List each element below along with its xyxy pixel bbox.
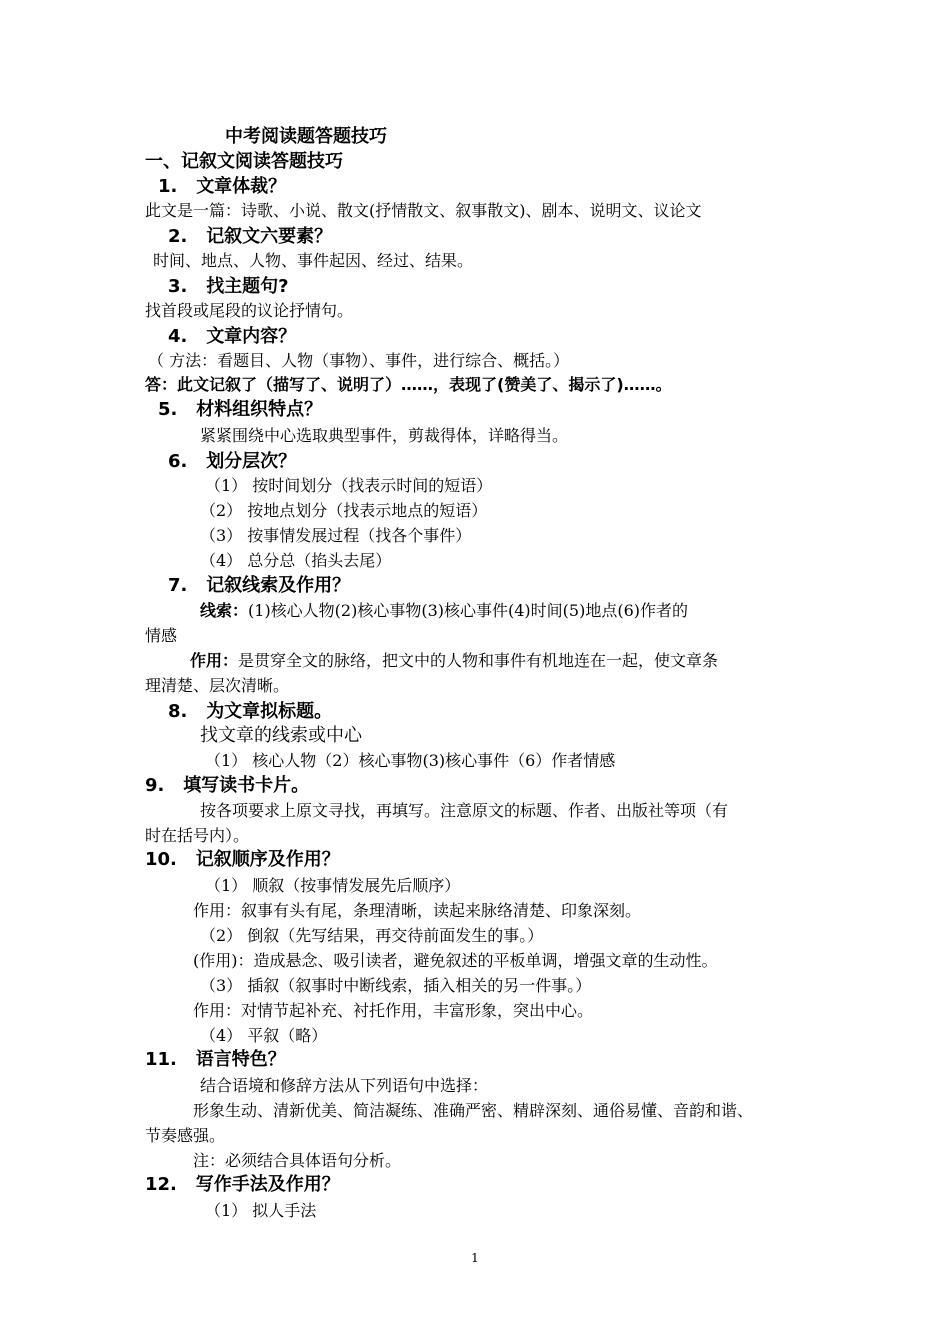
effect-continued: 理清楚、层次清晰。 <box>145 676 290 695</box>
item-text-continued: 时在括号内）。 <box>145 826 250 845</box>
item-list: 形象生动、清新优美、简洁凝练、准确严密、精辟深刻、通俗易懂、音韵和谐、 <box>193 1101 754 1120</box>
list-item: （2） 按地点划分（找表示地点的短语） <box>200 501 488 520</box>
list-item: （1） 拟人手法 <box>205 1201 317 1220</box>
list-item: （2） 倒叙（先写结果，再交待前面发生的事。） <box>200 926 544 945</box>
item-heading: 5. 材料组织特点？ <box>158 399 323 420</box>
item-heading: 7. 记叙线索及作用？ <box>168 575 351 596</box>
effect-line: 作用：对情节起补充、衬托作用，丰富形象，突出中心。 <box>193 1001 594 1020</box>
item-heading: 12. 写作手法及作用？ <box>145 1174 340 1195</box>
effect-line: 作用：是贯穿全文的脉络，把文中的人物和事件有机地连在一起，使文章条 <box>190 651 719 670</box>
effect-line: (作用)：造成悬念、吸引读者，避免叙述的平板单调，增强文章的生动性。 <box>193 951 718 970</box>
section-heading: 一、记叙文阅读答题技巧 <box>145 151 343 172</box>
item-text: 找文章的线索或中心 <box>200 725 362 746</box>
page-title: 中考阅读题答题技巧 <box>225 126 387 147</box>
list-item: （1） 按时间划分（找表示时间的短语） <box>205 476 493 495</box>
item-heading: 10. 记叙顺序及作用？ <box>145 849 340 870</box>
list-item: （1） 核心人物（2）核心事物(3)核心事件（6）作者情感 <box>205 751 616 770</box>
list-item: （4） 平叙（略） <box>200 1026 328 1045</box>
item-heading: 3. 找主题句? <box>168 276 289 297</box>
list-item: （3） 按事情发展过程（找各个事件） <box>200 526 472 545</box>
item-note: 注：必须结合具体语句分析。 <box>193 1151 402 1170</box>
item-heading: 11. 语言特色？ <box>145 1049 286 1070</box>
item-heading: 8. 为文章拟标题。 <box>168 701 333 722</box>
item-heading: 9. 填写读书卡片。 <box>145 775 310 796</box>
list-item: （3） 插叙（叙事时中断线索，插入相关的另一件事。） <box>200 976 592 995</box>
item-list-continued: 节奏感强。 <box>145 1126 226 1145</box>
item-heading: 1. 文章体裁？ <box>158 176 287 197</box>
item-heading: 2. 记叙文六要素？ <box>168 226 333 247</box>
item-text: 此文是一篇：诗歌、小说、散文(抒情散文、叙事散文)、剧本、说明文、议论文 <box>145 201 702 220</box>
item-text: 紧紧围绕中心选取典型事件，剪裁得体，详略得当。 <box>200 426 569 445</box>
item-method: （ 方法：看题目、人物（事物）、事件，进行综合、概括。） <box>148 351 570 370</box>
clue-continued: 情感 <box>145 626 178 645</box>
item-heading: 4. 文章内容？ <box>168 326 297 347</box>
clue-line: 线索：(1)核心人物(2)核心事物(3)核心事件(4)时间(5)地点(6)作者的 <box>200 601 689 620</box>
item-answer: 答：此文记叙了（描写了、说明了）……，表现了(赞美了、揭示了)……。 <box>145 375 672 394</box>
item-text: 找首段或尾段的议论抒情句。 <box>145 301 354 320</box>
item-text: 按各项要求上原文寻找，再填写。注意原文的标题、作者、出版社等项（有 <box>200 801 729 820</box>
effect-line: 作用：叙事有头有尾，条理清晰，读起来脉络清楚、印象深刻。 <box>193 901 642 920</box>
item-text: 时间、地点、人物、事件起因、经过、结果。 <box>153 251 474 270</box>
item-text: 结合语境和修辞方法从下列语句中选择： <box>200 1076 489 1095</box>
list-item: （1） 顺叙（按事情发展先后顺序） <box>205 876 461 895</box>
page-number: 1 <box>471 1251 479 1265</box>
item-heading: 6. 划分层次？ <box>168 451 297 472</box>
list-item: （4） 总分总（掐头去尾） <box>200 551 392 570</box>
